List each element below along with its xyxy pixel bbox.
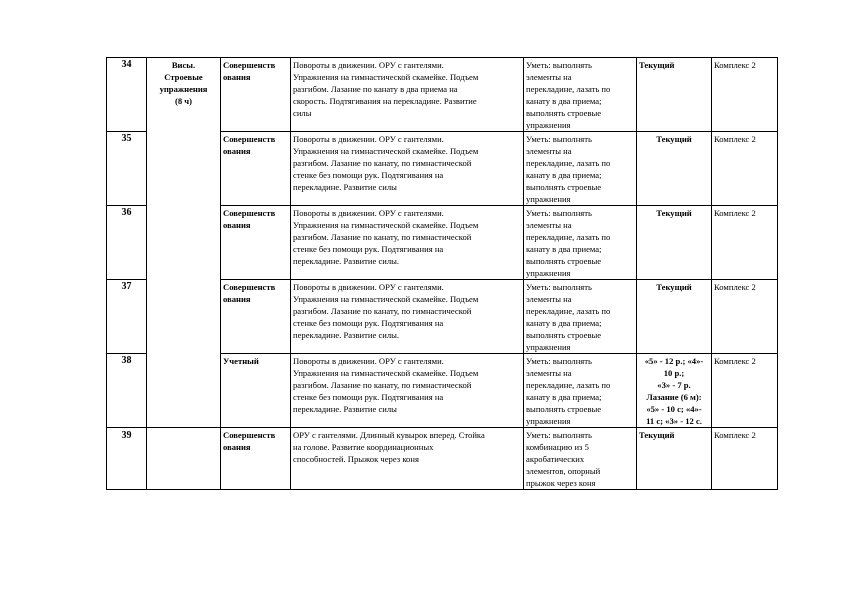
control-type: Текущий [637, 280, 712, 354]
lesson-type: Совершенств ования [221, 280, 291, 354]
requirements: Уметь: выполнять элементы на перекладине, лазать по канату в два приема; выполнять строевые упражнения [524, 58, 637, 132]
control-type: Текущий [637, 58, 712, 132]
homework: Комплекс 2 [712, 58, 778, 132]
lesson-content: Повороты в движении. ОРУ с гантелями. Упражнения на гимнастической скамейке. Подъем разгибом. Лазание по канату, по гимнастической стенке без помощи рук. Подтягивания на перекладине. Развитие силы [291, 354, 524, 428]
lesson-content: Повороты в движении. ОРУ с гантелями. Упражнения на гимнастической скамейке. Подъем разгибом. Лазание по канату, по гимнастической стенке без помощи рук. Подтягивания на перекладине. Развитие силы. [291, 206, 524, 280]
topic-cell: Висы. Строевые упражнения (8 ч) [147, 58, 221, 428]
lesson-plan-table [106, 57, 778, 490]
homework: Комплекс 2 [712, 428, 778, 490]
lesson-type: Совершенств ования [221, 132, 291, 206]
lesson-type: Совершенств ования [221, 58, 291, 132]
lesson-content: Повороты в движении. ОРУ с гантелями. Упражнения на гимнастической скамейке. Подъем разгибом. Лазание по канату, по гимнастической стенке без помощи рук. Подтягивания на перекладине. Развитие силы. [291, 280, 524, 354]
lesson-number: 38 [107, 354, 147, 428]
lesson-type: Учетный [221, 354, 291, 428]
lesson-number: 35 [107, 132, 147, 206]
table-row [107, 428, 778, 490]
requirements: Уметь: выполнять элементы на перекладине, лазать по канату в два приема; выполнять строевые упражнения [524, 354, 637, 428]
table-row [107, 58, 778, 132]
homework: Комплекс 2 [712, 280, 778, 354]
requirements: Уметь: выполнять элементы на перекладине, лазать по канату в два приема; выполнять строевые упражнения [524, 132, 637, 206]
requirements: Уметь: выполнять комбинацию из 5 акробатических элементов, опорный прыжок через коня [524, 428, 637, 490]
control-type: Текущий [637, 428, 712, 490]
topic-cell [147, 428, 221, 490]
lesson-number: 39 [107, 428, 147, 490]
lesson-content: Повороты в движении. ОРУ с гантелями. Упражнения на гимнастической скамейке. Подъем разгибом. Лазание по канату в два приема на скорость. Подтягивания на перекладине. Развитие силы [291, 58, 524, 132]
lesson-number: 36 [107, 206, 147, 280]
lesson-number: 37 [107, 280, 147, 354]
control-type: Текущий [637, 132, 712, 206]
lesson-type: Совершенств ования [221, 206, 291, 280]
control-type: Текущий [637, 206, 712, 280]
requirements: Уметь: выполнять элементы на перекладине, лазать по канату в два приема; выполнять строевые упражнения [524, 280, 637, 354]
lesson-number: 34 [107, 58, 147, 132]
control-norms: «5» - 12 р.; «4»- 10 р.; «3» - 7 р. Лазание (6 м): «5» - 10 с; «4»- 11 с; «3» - 12 с. [637, 354, 712, 428]
homework: Комплекс 2 [712, 132, 778, 206]
homework: Комплекс 2 [712, 354, 778, 428]
homework: Комплекс 2 [712, 206, 778, 280]
lesson-type: Совершенств ования [221, 428, 291, 490]
requirements: Уметь: выполнять элементы на перекладине, лазать по канату в два приема; выполнять строевые упражнения [524, 206, 637, 280]
lesson-content: ОРУ с гантелями. Длинный кувырок вперед. Стойка на голове. Развитие координационных способностей. Прыжок через коня [291, 428, 524, 490]
lesson-content: Повороты в движении. ОРУ с гантелями. Упражнения на гимнастической скамейке. Подъем разгибом. Лазание по канату, по гимнастической стенке без помощи рук. Подтягивания на перекладине. Развитие силы [291, 132, 524, 206]
